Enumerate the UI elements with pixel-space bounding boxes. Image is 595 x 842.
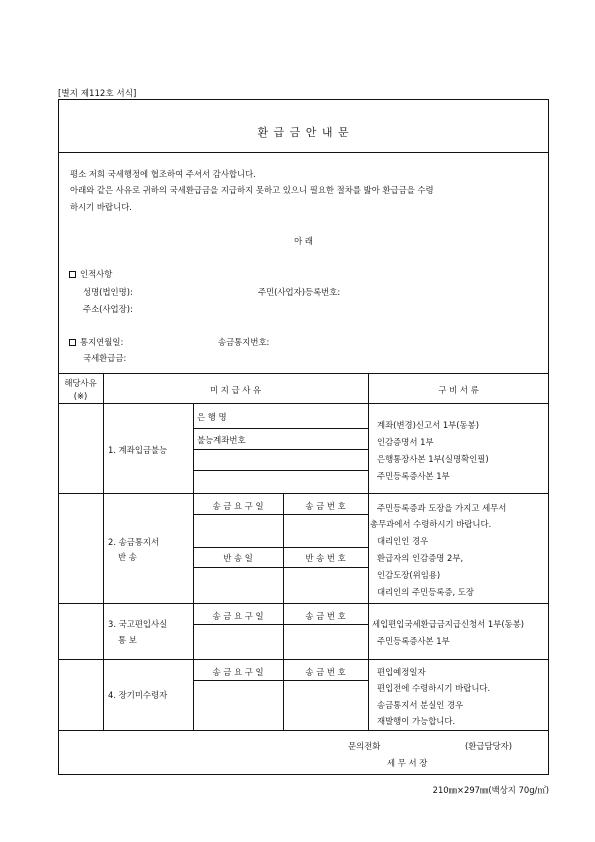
header-required-docs: 구 비 서 류 [438,385,479,395]
notice-number-label: 송금통지번호: [218,337,270,347]
row4-doc-4: 재발행이 가능합니다. [377,716,456,726]
row2-label-2: 반 송 [118,552,137,562]
row3-label-1: 3. 국고편입사실 [108,619,168,629]
row4-request-date: 송 금 요 구 일 [212,667,264,677]
row1-cell-line [193,449,368,450]
row2-cell-line [193,514,368,515]
notice-date-row [69,336,123,348]
paper-size-caption: 210㎜×297㎜(백상지 70g/㎡) [432,785,549,795]
intro-line-3: 하시기 바랍니다. [70,202,132,212]
row2-doc-2: 총무과에서 수령하시기 바랍니다. [370,519,492,529]
address-label: 주소(사업장): [83,304,133,314]
personal-info-label: 인적사항 [80,269,113,279]
row4-cell-line [193,680,368,681]
row4-remit-number: 송 금 번 호 [305,667,346,677]
checkbox-icon[interactable] [69,339,76,346]
personal-info-heading [69,268,112,280]
header-reason: 해당사유 [64,378,97,388]
intro-line-2: 아래와 같은 사유로 귀하의 국세환급금을 지급하지 못하고 있으니 필요한 절차를 밟아 환급금을 수령 [70,185,434,195]
row1-label: 1. 계좌입금불능 [108,445,168,455]
table-bottom-line [58,730,549,731]
row1-cell-line [193,428,368,429]
row3-label-2: 통 보 [118,635,137,645]
bank-name-label: 은 행 명 [197,412,227,422]
row3-request-date: 송 금 요 구 일 [212,611,264,621]
row4-label: 4. 장기미수령자 [108,690,168,700]
row1-doc-3: 은행통장사본 1부(실명확인필) [377,454,489,464]
row2-return-number: 반 송 번 호 [305,553,346,563]
row2-doc-5: 인감도장(위임용) [377,570,441,580]
row4-doc-3: 송금통지서 분실인 경우 [377,700,464,710]
intro-line-1: 평소 저희 국세행정에 협조하여 주셔서 감사합니다. [70,169,256,179]
row1-doc-1: 계좌(변경)신고서 1부(동봉) [377,420,479,430]
tax-office-head: 세 무 서 장 [387,758,428,768]
row2-return-date: 반 송 일 [223,553,253,563]
header-unpaid-reason: 미 지 급 사 유 [209,385,262,395]
refund-amount-label: 국세환급금: [83,353,127,363]
row3-remit-number: 송 금 번 호 [305,611,346,621]
row3-doc-1: 세입편입국세환급금지급신청서 1부(동봉) [372,619,525,629]
a-rae-heading: 아 래 [294,236,313,246]
row3-bottom-line [58,659,549,660]
docs-column-line [368,373,369,730]
name-label: 성명(법인명): [83,287,133,297]
row2-cell-line [193,547,368,548]
row3-doc-2: 주민등록증사본 1부 [377,636,450,646]
row2-remit-number: 송 금 번 호 [305,501,346,511]
row2-cell-line [193,567,368,568]
row2-bottom-line [58,603,549,604]
inquiry-phone-label: 문의전화 [348,741,381,751]
row3-cell-line [193,624,368,625]
form-number-label: [별지 제112호 서식] [58,89,137,99]
row2-doc-4: 환급자의 인감증명 2부, [377,553,464,563]
row4-doc-1: 편입예정일자 [377,667,426,677]
row1-doc-2: 인감증명서 1부 [377,437,434,447]
registration-number-label: 주민(사업자)등록번호: [258,287,341,297]
row1-cell-line [193,470,368,471]
checkbox-icon[interactable] [69,271,76,278]
row2-doc-3: 대리인인 경우 [377,536,429,546]
row2-label-1: 2. 송금통지서 [108,537,160,547]
reason-column-line [103,373,104,730]
failed-account-label: 불능계좌번호 [197,435,246,445]
row4-doc-2: 편입전에 수령하시기 바랍니다. [377,683,491,693]
header-reason-mark: (※) [73,391,88,401]
table-header-line [58,403,549,404]
row2-doc-6: 대리인의 주민등록증, 도장 [377,587,474,597]
row1-bottom-line [58,493,549,494]
row1-doc-4: 주민등록증사본 1부 [377,471,450,481]
row2-doc-1: 주민등록증과 도장을 가지고 세무서 [377,503,507,513]
form-title: 환 급 금 안 내 문 [257,126,350,139]
row2-request-date: 송 금 요 구 일 [212,501,264,511]
notice-date-label: 통지연월일: [80,337,124,347]
table-top-line [58,373,549,374]
title-divider [58,152,549,153]
refund-officer-label: (환급담당자) [465,741,512,751]
